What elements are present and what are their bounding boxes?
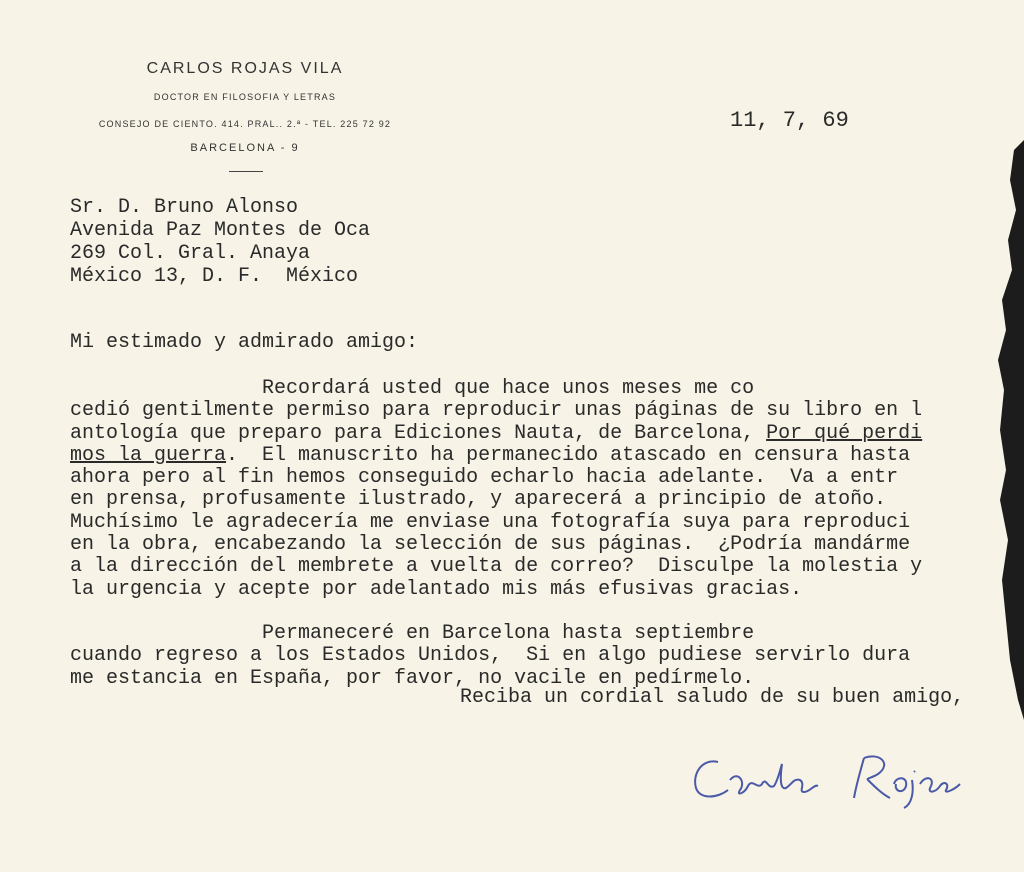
body-line: Recordará usted que hace unos meses me co xyxy=(70,378,755,400)
letterhead-city: BARCELONA - 9 xyxy=(190,142,300,154)
recipient-line: 269 Col. Gral. Anaya xyxy=(70,242,311,265)
recipient-line: México 13, D. F. México xyxy=(70,265,359,288)
handwritten-signature xyxy=(688,740,988,810)
paragraph-gap xyxy=(70,601,1024,623)
letter-body xyxy=(70,378,1024,690)
closing-line: Reciba un cordial saludo de su buen amigo, xyxy=(460,686,965,709)
recipient-line: Avenida Paz Montes de Oca xyxy=(70,219,371,242)
book-title-underlined: Por qué perdi xyxy=(766,422,923,445)
salutation: Mi estimado y admirado amigo: xyxy=(70,331,419,354)
body-line xyxy=(70,423,1024,445)
torn-edge xyxy=(984,0,1024,872)
letter-date: 11, 7, 69 xyxy=(730,108,849,133)
body-line: ahora pero al fin hemos conseguido echarlo hacia adelante. Va a entr xyxy=(70,467,899,490)
body-line: cedió gentilmente permiso para reproducir unas páginas de su libro en l xyxy=(70,400,923,423)
body-line: Permaneceré en Barcelona hasta septiembre xyxy=(70,622,755,645)
letterhead-address: CONSEJO DE CIENTO. 414. PRAL.. 2.ª - TEL. 225 72 92 xyxy=(98,119,392,129)
body-line: Muchísimo le agradecería me enviase una fotografía suya para reproduci xyxy=(70,511,911,534)
letterhead-title: DOCTOR EN FILOSOFIA Y LETRAS xyxy=(153,92,337,102)
letterhead-rule xyxy=(229,171,263,172)
body-line: en la obra, encabezando la selección de sus páginas. ¿Podría mandárme xyxy=(70,534,911,557)
letterhead-name: CARLOS ROJAS VILA xyxy=(146,60,344,77)
body-line: cuando regreso a los Estados Unidos, Si en algo pudiese servirlo dura xyxy=(70,645,911,668)
book-title-underlined: mos la guerra xyxy=(70,444,227,467)
body-line: en prensa, profusamente ilustrado, y aparecerá a principio de atoño. xyxy=(70,489,887,512)
recipient-block xyxy=(70,196,370,288)
body-line: me estancia en España, por favor, no vacile en pedírmelo. xyxy=(70,667,755,690)
body-line: a la dirección del membrete a vuelta de correo? Disculpe la molestia y xyxy=(70,556,923,579)
body-line xyxy=(70,445,1024,467)
body-line: la urgencia y acepte por adelantado mis más efusivas gracias. xyxy=(70,578,803,601)
recipient-line: Sr. D. Bruno Alonso xyxy=(70,196,299,219)
body-text: antología que preparo para Ediciones Nauta, de Barcelona, xyxy=(70,422,767,445)
body-text: . El manuscrito ha permanecido atascado en censura hasta xyxy=(226,444,911,467)
